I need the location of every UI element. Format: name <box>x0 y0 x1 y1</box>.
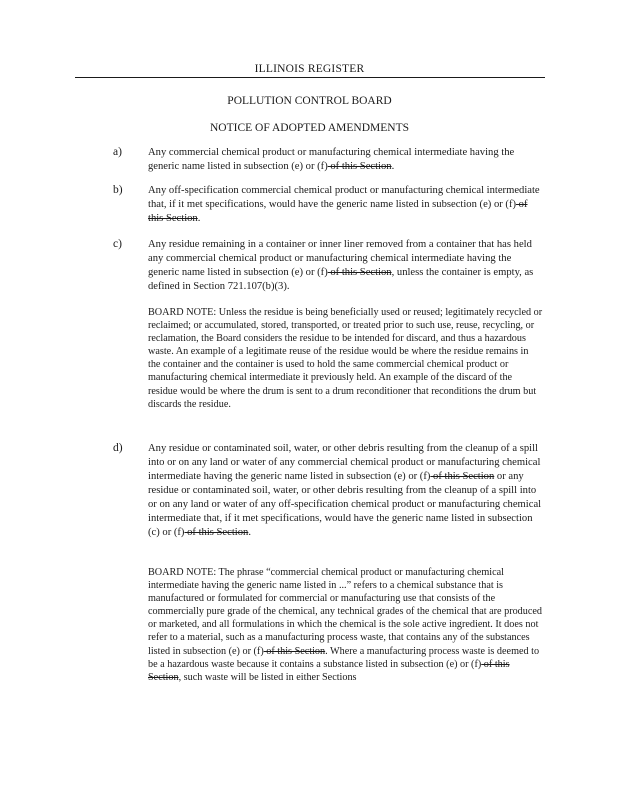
header-divider <box>75 77 545 78</box>
item-letter: b) <box>113 184 123 196</box>
item-letter: a) <box>113 146 122 158</box>
item-letter: d) <box>113 442 123 454</box>
item-text: Any commercial chemical product or manufacturing chemical intermediate having the generic name listed in subsection (e) or (f) of this Section. <box>148 147 515 172</box>
notice-title: NOTICE OF ADOPTED AMENDMENTS <box>209 122 410 134</box>
item-text: Any residue or contaminated soil, water, or other debris resulting from the cleanup of a spill into or on any land or water of any commercial chemical product or manufacturing chemical intermediate having the generic name listed in subsection (e) or (f) of this Section or any residue or contaminated soil, water, or other debris resulting from the cleanup of a spill into or on any land or water of any off-specification chemical product or manufacturing chemical intermediate that, if it met specifications, would have the generic name listed in subsection (c) or (f) of this Section. <box>148 443 542 538</box>
register-title: ILLINOIS REGISTER <box>254 63 365 75</box>
item-text: Any residue remaining in a container or inner liner removed from a container that has held any commercial chemical product or manufacturing chemical intermediate having the generic name listed in subsection (e) or (f) of this Section, unless the container is empty, as defined in Section 721.107(b)(3). <box>148 239 534 292</box>
item-letter: c) <box>113 238 122 250</box>
board-note-c: BOARD NOTE: Unless the residue is being beneficially used or reused; legitimately recycled or reclaimed; or accumulated, stored, transported, or treated prior to such use, reuse, recycling, or reclamation, the Board considers the residue to be intended for discard, and thus a hazardous waste. An example of a legitimate reuse of the residue would be where the residue remains in the container and the container is used to hold the same commercial chemical product or manufacturing chemical intermediate it previously held. An example of the discard of the residue would be where the drum is sent to a drum reconditioner that reconditions the drum but discards the residue. <box>148 307 543 410</box>
item-text: Any off-specification commercial chemical product or manufacturing chemical intermediate that, if it met specifications, would have the generic name listed in subsection (e) or (f) of this Section. <box>148 185 540 224</box>
board-note-d: BOARD NOTE: The phrase “commercial chemical product or manufacturing chemical intermediate having the generic name listed in ...” refers to a chemical substance that is manufactured or formulated for commercial or manufacturing use that consists of the commercially pure grade of the chemical, any technical grades of the chemical that are produced or marketed, and all formulations in which the chemical is the sole active ingredient. It does not refer to a material, such as a manufacturing process waste, that contains any of the substances listed in subsection (e) or (f) of this Section. Where a manufacturing process waste is deemed to be a hazardous waste because it contains a substance listed in subsection (e) or (f) of this Section, such waste will be listed in either Sections <box>148 567 543 683</box>
board-name: POLLUTION CONTROL BOARD <box>227 95 392 107</box>
